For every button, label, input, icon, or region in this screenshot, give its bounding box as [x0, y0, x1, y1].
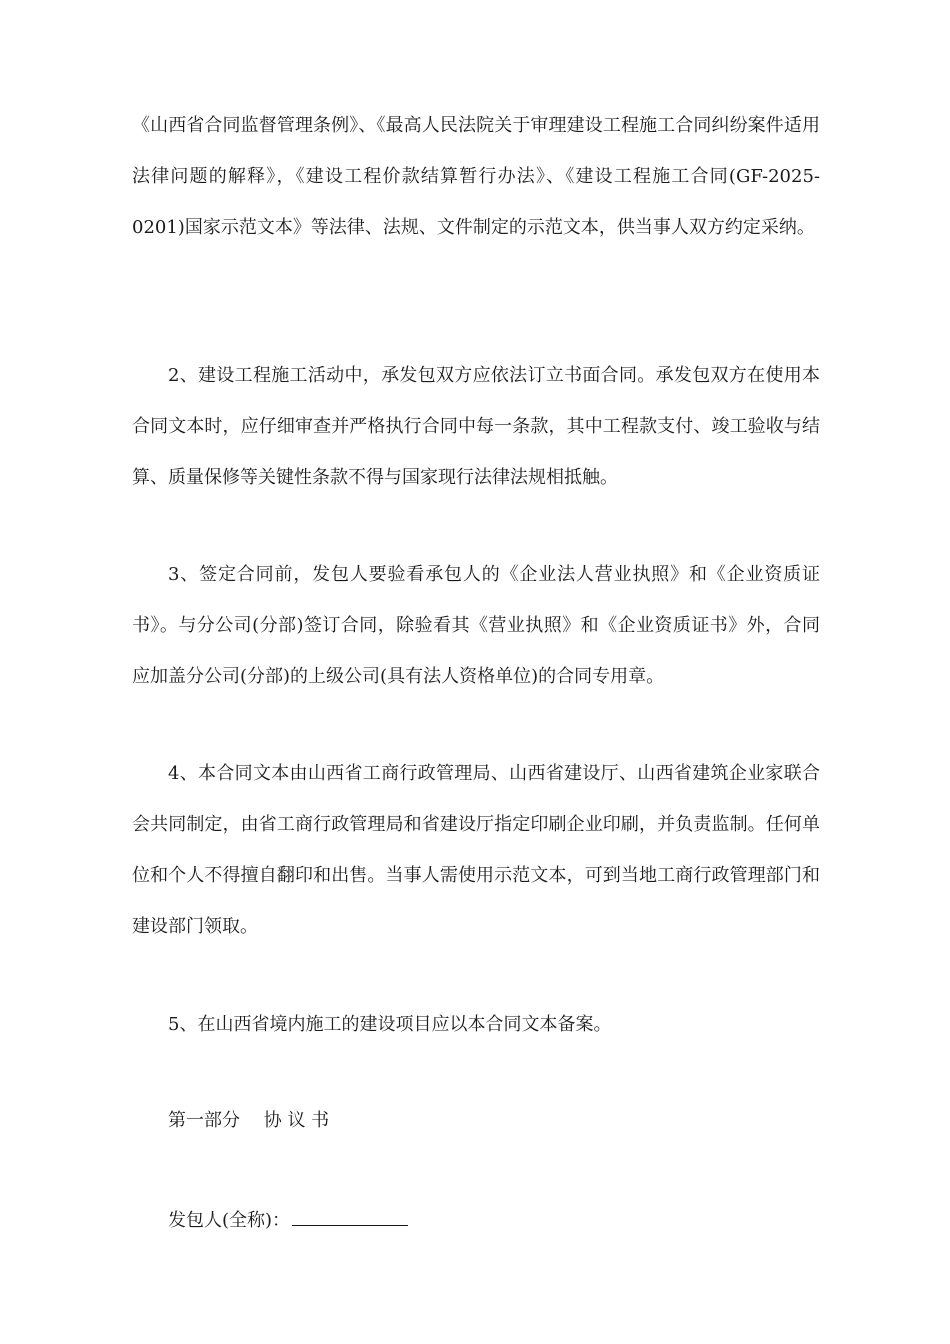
paragraph-item-2: 2、建设工程施工活动中，承发包双方应依法订立书面合同。承发包双方在使用本合同文本时，应仔细审查并严格执行合同中每一条款，其中工程款支付、竣工验收与结算、质量保修等关键性条款不得与国家现行法律法规相抵触。	[132, 365, 820, 488]
paragraph-item-5: 5、在山西省境内施工的建设项目应以本合同文本备案。	[168, 1014, 612, 1035]
paragraph-legal-basis: 《山西省合同监督管理条例》、《最高人民法院关于审理建设工程施工合同纠纷案件适用法律问题的解释》，《建设工程价款结算暂行办法》、《建设工程施工合同(GF-2025-0201)国家示范文本》等法律、法规、文件制定的示范文本，供当事人双方约定采纳。	[132, 115, 820, 238]
section-title	[132, 1095, 820, 1146]
paragraph-item-4: 4、本合同文本由山西省工商行政管理局、山西省建设厅、山西省建筑企业家联合会共同制定，由省工商行政管理局和省建设厅指定印刷企业印刷，并负责监制。任何单位和个人不得擅自翻印和出售。当事人需使用示范文本，可到当地工商行政管理部门和建设部门领取。	[132, 763, 820, 937]
employer-label: 发包人(全称)：	[168, 1210, 291, 1231]
paragraph-item-3: 3、签定合同前，发包人要验看承包人的《企业法人营业执照》和《企业资质证书》。与分公司(分部)签订合同，除验看其《营业执照》和《企业资质证书》外，合同应加盖分公司(分部)的上级公司(具有法人资格单位)的合同专用章。	[132, 564, 820, 687]
employer-field	[132, 1195, 820, 1246]
section-title-text: 第一部分 协 议 书	[168, 1110, 330, 1131]
employer-blank-line	[292, 1211, 408, 1226]
